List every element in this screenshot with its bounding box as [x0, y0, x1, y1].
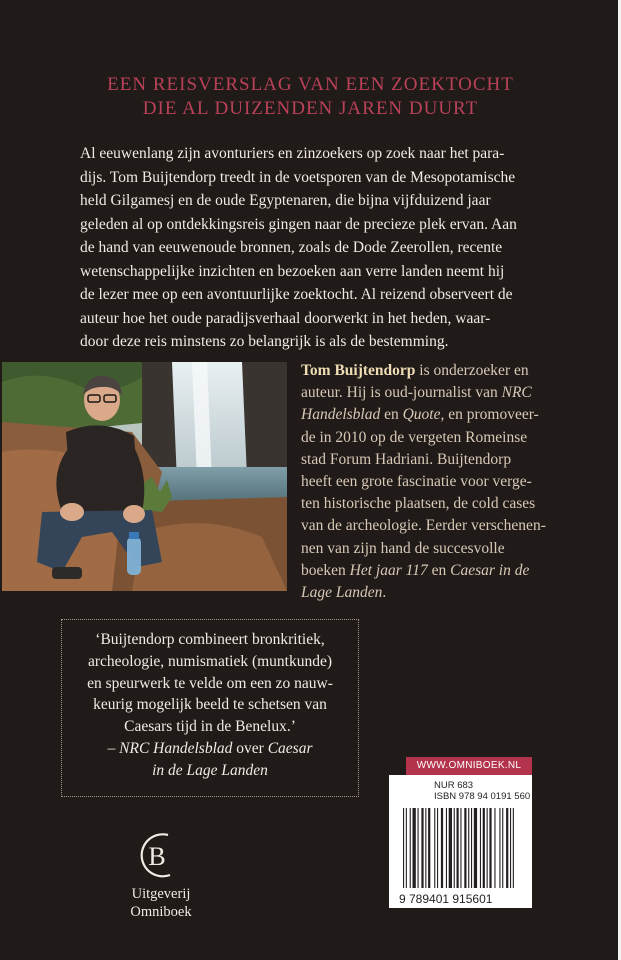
- barcode-bar: [437, 808, 438, 888]
- review-quote: ‘Buijtendorp combineert bronkritiek, archeologie, numismatiek (muntkunde) en speurwerk te velde om een zo nauw- keurig mogelijk beeld te schetsen van Caesars tijd in de Benelux.’ – NRC Handelsblad over Caesar in de Lage Landen: [87, 631, 333, 779]
- barcode: [391, 806, 530, 906]
- blurb-line: de lezer mee op een avontuurlijke zoektocht. Al reizend observeert de: [80, 286, 513, 303]
- barcode-bar: [464, 808, 466, 888]
- barcode-bar: [468, 808, 469, 888]
- blurb-line: wetenschappelijke inzichten en bezoeken aan verre landen neemt hij: [80, 262, 505, 280]
- barcode-bar: [403, 808, 404, 888]
- publisher-name: Uitgeverij Omniboek: [130, 886, 192, 920]
- headline-line-1: EEN REISVERSLAG VAN EEN ZOEKTOCHT: [107, 74, 514, 95]
- barcode-bar: [428, 808, 430, 888]
- blurb-line: geleden al op ontdekkingsreis gingen naar de precieze plek ervan. Aan: [80, 215, 517, 233]
- barcode-bar: [421, 808, 423, 888]
- author-photo: [2, 362, 287, 591]
- barcode-bar: [425, 808, 426, 888]
- barcode-bar: [441, 808, 443, 888]
- barcode-bar: [410, 808, 411, 888]
- barcode-bar: [483, 808, 485, 888]
- blurb-line: auteur hoe het oude paradijsverhaal doorwerkt in het heden, waar-: [80, 309, 491, 327]
- author-bio: Tom Buijtendorp is onderzoeker en auteur. Hij is oud-journalist van NRC Handelsblad en Quote, en promoveer- de in 2010 op de vergeten Romeinse stad Forum Hadriani. Buijtendorp heeft een grote fascinatie voor verge- ten historische plaatsen, de cold cases van de archeologie. Eerder verschenen- nen van zijn hand de succesvolle boeken Het jaar 117 en Caesar in de Lage Landen.: [301, 362, 546, 601]
- barcode-bar: [471, 808, 472, 888]
- publisher-logo-icon: [132, 827, 182, 885]
- blurb-line: door deze reis minstens zo belangrijk is als de bestemming.: [80, 333, 449, 350]
- barcode-bar: [474, 808, 477, 888]
- barcode-bar: [406, 808, 407, 888]
- barcode-bar: [449, 808, 452, 888]
- barcode-bar: [513, 808, 514, 888]
- headline-line-2: DIE AL DUIZENDEN JAREN DUURT: [142, 98, 479, 119]
- blurb-line: de hand van eeuwenoude bronnen, zoals de Dode Zeerollen, recente: [80, 239, 503, 256]
- barcode-bar: [506, 808, 508, 888]
- author-name: Tom Buijtendorp: [301, 362, 416, 379]
- barcode-bar: [446, 808, 447, 888]
- barcode-bar: [480, 808, 481, 888]
- barcode-bar: [413, 808, 416, 888]
- barcode-bar: [457, 808, 459, 888]
- isbn-number: ISBN 978 94 0191 560 1: [434, 791, 539, 802]
- barcode-bar: [499, 808, 500, 888]
- barcode-bar: [487, 808, 488, 888]
- svg-text:B: B: [148, 842, 166, 871]
- website-label: WWW.OMNIBOEK.NL: [406, 757, 532, 775]
- barcode-bar: [418, 808, 419, 888]
- blurb-line: Al eeuwenlang zijn avonturiers en zinzoekers op zoek naar het para-: [80, 145, 505, 162]
- blurb-paragraph: [80, 142, 540, 354]
- barcode-bar: [434, 808, 435, 888]
- barcode-bar: [494, 808, 495, 888]
- blurb-line: dijs. Tom Buijtendorp treedt in de voetsporen van de Mesopotamische: [80, 168, 516, 186]
- barcode-digits: 9 789401 915601: [399, 892, 493, 906]
- barcode-bar: [510, 808, 511, 888]
- barcode-bars: [403, 808, 514, 888]
- blurb-line: held Gilgamesj en de oude Egyptenaren, die bijna vijfduizend jaar: [80, 192, 491, 209]
- barcode-bar: [489, 808, 491, 888]
- isbn-panel: [389, 775, 539, 908]
- barcode-bar: [460, 808, 461, 888]
- nur-code: NUR 683: [434, 780, 474, 791]
- barcode-bar: [454, 808, 455, 888]
- barcode-bar: [502, 808, 503, 888]
